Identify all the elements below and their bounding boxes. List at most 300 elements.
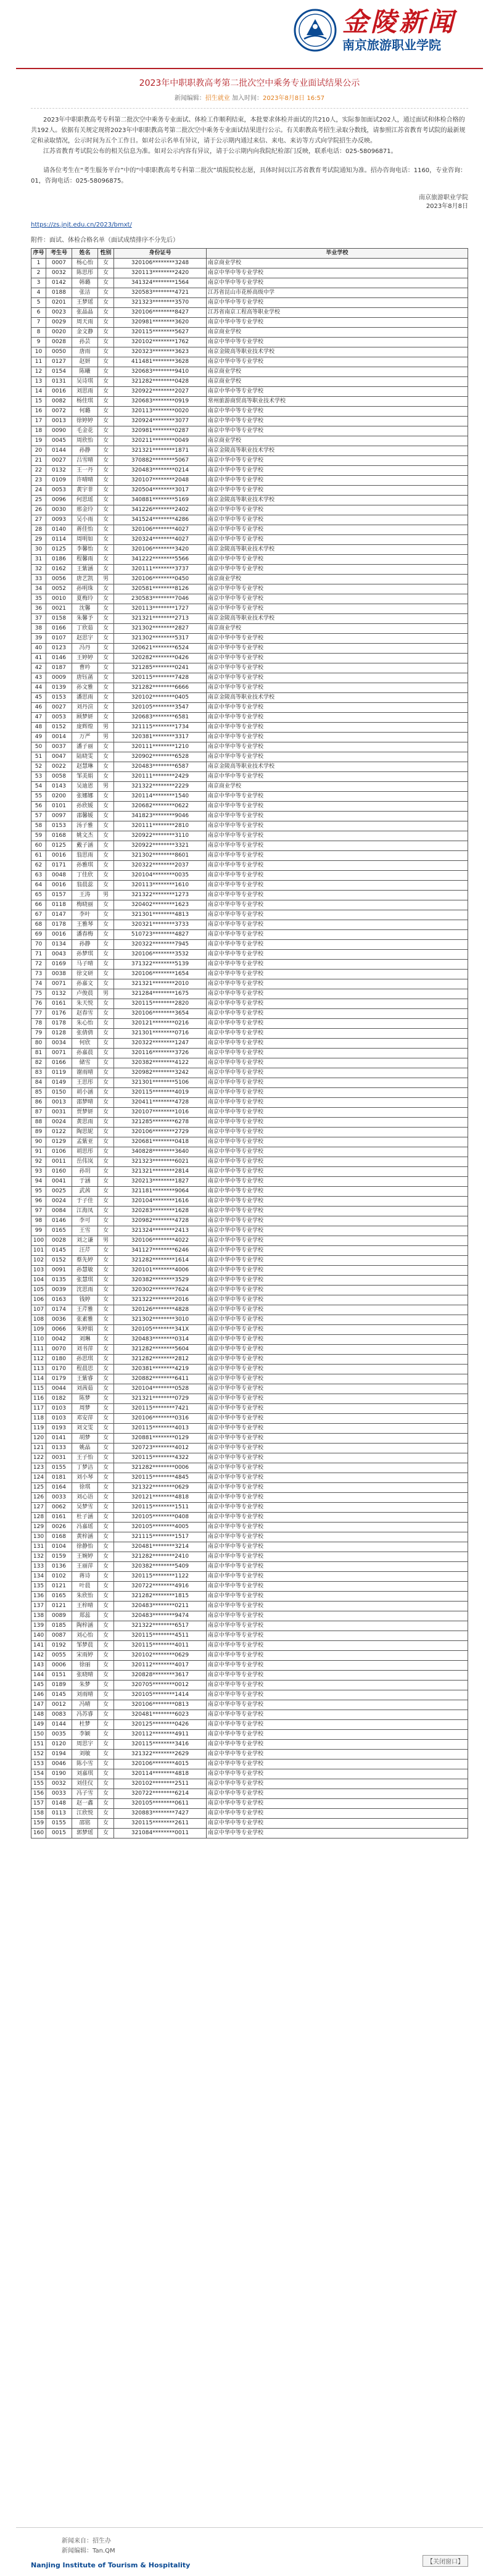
table-cell: 77 xyxy=(31,1009,46,1019)
table-row xyxy=(31,1681,468,1690)
table-cell: 南京中华中等专业学校 xyxy=(207,1068,468,1078)
table-cell: 321301********5106 xyxy=(114,1078,207,1088)
table-cell: 女 xyxy=(98,940,114,950)
table-cell: 0161 xyxy=(46,999,72,1009)
table-cell: 邓安萍 xyxy=(72,1414,98,1424)
table-cell: 0082 xyxy=(46,397,72,407)
table-cell: 160 xyxy=(31,1829,46,1839)
table-cell: 宋雨婷 xyxy=(72,1651,98,1661)
close-window-button[interactable]: 【关闭窗口】 xyxy=(423,2555,468,2567)
table-cell: 女 xyxy=(98,1710,114,1720)
table-cell: 女 xyxy=(98,436,114,446)
table-cell: 南京中华中等专业学校 xyxy=(207,357,468,367)
table-row xyxy=(31,693,468,703)
site-logo[interactable] xyxy=(293,7,456,53)
table-row xyxy=(31,1039,468,1049)
table-cell: 南京中华中等专业学校 xyxy=(207,1503,468,1513)
table-row xyxy=(31,426,468,436)
table-cell: 李颖 xyxy=(72,1730,98,1740)
table-cell: 320924********3077 xyxy=(114,417,207,426)
table-cell: 111 xyxy=(31,1345,46,1355)
table-row xyxy=(31,1651,468,1661)
table-row xyxy=(31,367,468,377)
table-cell: 庞辉煌 xyxy=(72,723,98,733)
table-cell: 321321********2010 xyxy=(114,979,207,989)
table-cell: 南京中华中等专业学校 xyxy=(207,1394,468,1404)
table-cell: 女 xyxy=(98,752,114,762)
table-cell: 105 xyxy=(31,1286,46,1295)
table-row xyxy=(31,1700,468,1710)
table-cell: 孙雅琪 xyxy=(72,861,98,871)
column-header: 性别 xyxy=(98,249,114,259)
table-cell: 南京中华中等专业学校 xyxy=(207,466,468,476)
table-cell: 女 xyxy=(98,367,114,377)
table-cell: 南京中华中等专业学校 xyxy=(207,802,468,812)
table-cell: 73 xyxy=(31,970,46,979)
table-cell: 320483********0314 xyxy=(114,1335,207,1345)
table-cell: 320114********1540 xyxy=(114,792,207,802)
table-cell: 南京中华中等专业学校 xyxy=(207,1315,468,1325)
table-cell: 女 xyxy=(98,1424,114,1434)
table-cell: 女 xyxy=(98,1365,114,1374)
table-row xyxy=(31,1819,468,1829)
table-cell: 吴诗琪 xyxy=(72,377,98,387)
table-cell: 女 xyxy=(98,476,114,486)
table-cell: 0053 xyxy=(46,713,72,723)
table-row xyxy=(31,584,468,594)
table-cell: 女 xyxy=(98,713,114,723)
table-cell: 56 xyxy=(31,802,46,812)
table-cell: 唐钰菡 xyxy=(72,673,98,683)
table-cell: 郭梦瑶 xyxy=(72,1829,98,1839)
table-row xyxy=(31,1690,468,1700)
table-cell: 男 xyxy=(98,575,114,584)
table-cell: 320324********4027 xyxy=(114,535,207,545)
table-cell: 147 xyxy=(31,1700,46,1710)
table-cell: 南京中华中等专业学校 xyxy=(207,1226,468,1236)
table-cell: 储雪 xyxy=(72,1058,98,1068)
table-cell: 320104********1616 xyxy=(114,1197,207,1207)
table-row xyxy=(31,1118,468,1128)
table-cell: 南京中华中等专业学校 xyxy=(207,910,468,920)
table-cell: 南京中华中等专业学校 xyxy=(207,1197,468,1207)
table-cell: 320211********0049 xyxy=(114,436,207,446)
table-cell: 何思瑶 xyxy=(72,496,98,505)
table-cell: 南京中华中等专业学校 xyxy=(207,960,468,970)
table-cell: 320323********3623 xyxy=(114,347,207,357)
table-cell: 159 xyxy=(31,1819,46,1829)
table-cell: 张娜娜 xyxy=(72,792,98,802)
table-cell: 320106********3654 xyxy=(114,1009,207,1019)
table-cell: 冯嘉瑶 xyxy=(72,1523,98,1532)
table-cell: 女 xyxy=(98,871,114,881)
table-cell: 0013 xyxy=(46,417,72,426)
article-title: 2023年中职职教高考第二批次空中乘务专业面试结果公示 xyxy=(139,78,360,88)
table-cell: 82 xyxy=(31,1058,46,1068)
table-cell: 南京中华中等专业学校 xyxy=(207,1246,468,1256)
table-cell: 0028 xyxy=(46,1236,72,1246)
table-cell: 江苏省南京工程高等职业学校 xyxy=(207,308,468,318)
table-cell: 女 xyxy=(98,1493,114,1503)
table-cell: 女 xyxy=(98,338,114,347)
table-cell: 0161 xyxy=(46,1513,72,1523)
table-row xyxy=(31,1671,468,1681)
table-cell: 南京中华中等专业学校 xyxy=(207,1424,468,1434)
table-row xyxy=(31,476,468,486)
table-cell: 南京中华中等专业学校 xyxy=(207,1809,468,1819)
table-cell: 0125 xyxy=(46,545,72,555)
table-cell: 0091 xyxy=(46,1266,72,1276)
table-cell: 南京中华中等专业学校 xyxy=(207,1177,468,1187)
table-cell: 张晶晶 xyxy=(72,308,98,318)
table-cell: 丁欣茹 xyxy=(72,624,98,634)
table-cell: 女 xyxy=(98,792,114,802)
table-cell: 97 xyxy=(31,1207,46,1216)
table-cell: 女 xyxy=(98,1276,114,1286)
table-cell: 0194 xyxy=(46,1750,72,1760)
table-cell: 0084 xyxy=(46,1207,72,1216)
table-cell: 女 xyxy=(98,1187,114,1197)
table-cell: 321282********0006 xyxy=(114,1463,207,1473)
table-cell: 姚文杰 xyxy=(72,831,98,841)
table-cell: 女 xyxy=(98,1671,114,1681)
table-cell: 0114 xyxy=(46,535,72,545)
table-cell: 0104 xyxy=(46,1542,72,1552)
table-cell: 321321********1871 xyxy=(114,446,207,456)
table-row xyxy=(31,417,468,426)
table-cell: 赵妍 xyxy=(72,357,98,367)
table-cell: 女 xyxy=(98,1049,114,1058)
table-cell: 刘敏 xyxy=(72,1750,98,1760)
table-cell: 南京中华中等专业学校 xyxy=(207,1779,468,1789)
table-row xyxy=(31,1611,468,1621)
table-row xyxy=(31,940,468,950)
table-cell: 121 xyxy=(31,1444,46,1453)
table-cell: 110 xyxy=(31,1335,46,1345)
table-cell: 夏梅玲 xyxy=(72,594,98,604)
table-cell: 女 xyxy=(98,535,114,545)
table-row xyxy=(31,594,468,604)
table-cell: 0048 xyxy=(46,871,72,881)
table-cell: 南京中华中等专业学校 xyxy=(207,604,468,614)
table-cell: 0155 xyxy=(46,1463,72,1473)
table-cell: 南京中华中等专业学校 xyxy=(207,584,468,594)
table-cell: 顾梦妍 xyxy=(72,713,98,723)
table-cell: 南京商业学校 xyxy=(207,782,468,792)
table-cell: 杜子涵 xyxy=(72,1513,98,1523)
table-cell: 29 xyxy=(31,535,46,545)
table-cell: 320113********1610 xyxy=(114,881,207,891)
table-row xyxy=(31,1542,468,1552)
table-cell: 南京中华中等专业学校 xyxy=(207,792,468,802)
table-cell: 曹吟 xyxy=(72,663,98,673)
table-cell: 南京中华中等专业学校 xyxy=(207,1187,468,1197)
table-cell: 341222********5566 xyxy=(114,555,207,565)
table-cell: 320115********2611 xyxy=(114,1819,207,1829)
table-cell: 120 xyxy=(31,1434,46,1444)
table-cell: 女 xyxy=(98,979,114,989)
table-row xyxy=(31,624,468,634)
table-row xyxy=(31,930,468,940)
table-cell: 341823********9046 xyxy=(114,812,207,821)
table-cell: 张倩倩 xyxy=(72,1029,98,1039)
table-cell: 0140 xyxy=(46,525,72,535)
school-emblem-icon xyxy=(293,8,337,52)
table-cell: 0168 xyxy=(46,1532,72,1542)
table-cell: 320114********4818 xyxy=(114,1769,207,1779)
table-cell: 33 xyxy=(31,575,46,584)
table-cell: 南京中华中等专业学校 xyxy=(207,999,468,1009)
table-cell: 南京中华中等专业学校 xyxy=(207,1365,468,1374)
table-cell: 13 xyxy=(31,377,46,387)
table-row xyxy=(31,634,468,644)
table-cell: 57 xyxy=(31,812,46,821)
table-cell: 91 xyxy=(31,1147,46,1157)
table-cell: 刘心语 xyxy=(72,1493,98,1503)
table-cell: 320381********4219 xyxy=(114,1365,207,1374)
table-cell: 南京中华中等专业学校 xyxy=(207,1700,468,1710)
table-cell: 马子晴 xyxy=(72,960,98,970)
table-cell: 340881********5169 xyxy=(114,496,207,505)
table-cell: 321301********0716 xyxy=(114,1029,207,1039)
table-cell: 南京中华中等专业学校 xyxy=(207,1295,468,1305)
table-row xyxy=(31,1355,468,1365)
header xyxy=(0,0,499,68)
table-cell: 南京中华中等专业学校 xyxy=(207,1118,468,1128)
table-cell: 130 xyxy=(31,1532,46,1542)
table-cell: 女 xyxy=(98,960,114,970)
table-cell: 南京金陵高等职业技术学校 xyxy=(207,614,468,624)
table-cell: 320483********0214 xyxy=(114,466,207,476)
table-cell: 女 xyxy=(98,1444,114,1453)
table-cell: 86 xyxy=(31,1098,46,1108)
footer-editor: 新闻编辑：Tan.QM xyxy=(62,2548,115,2554)
table-cell: 南京中华中等专业学校 xyxy=(207,1128,468,1137)
table-row xyxy=(31,1414,468,1424)
table-cell: 370882********5067 xyxy=(114,456,207,466)
meta-time: 2023年8月8日 16:57 xyxy=(263,95,325,102)
table-row xyxy=(31,683,468,693)
table-cell: 女 xyxy=(98,1789,114,1799)
table-cell: 南京中华中等专业学校 xyxy=(207,861,468,871)
table-row xyxy=(31,1404,468,1414)
table-row xyxy=(31,604,468,614)
table-cell: 63 xyxy=(31,871,46,881)
table-cell: 南京中华中等专业学校 xyxy=(207,1690,468,1700)
table-cell: 潘春梅 xyxy=(72,930,98,940)
table-cell: 0145 xyxy=(46,1690,72,1700)
table-cell: 孙梦琪 xyxy=(72,950,98,960)
table-cell: 0132 xyxy=(46,466,72,476)
table-cell: 刘心怡 xyxy=(72,1631,98,1641)
table-cell: 女 xyxy=(98,268,114,278)
table-cell: 118 xyxy=(31,1414,46,1424)
table-cell: 女 xyxy=(98,831,114,841)
table-cell: 320483********6587 xyxy=(114,762,207,772)
table-cell: 张慧琪 xyxy=(72,1276,98,1286)
table-cell: 女 xyxy=(98,1690,114,1700)
table-cell: 144 xyxy=(31,1671,46,1681)
table-cell: 女 xyxy=(98,1177,114,1187)
table-cell: 杨佳琪 xyxy=(72,397,98,407)
table-cell: 女 xyxy=(98,950,114,960)
table-cell: 南京金陵高等职业技术学校 xyxy=(207,347,468,357)
table-cell: 140 xyxy=(31,1631,46,1641)
table-cell: 0147 xyxy=(46,910,72,920)
table-cell: 赵春雪 xyxy=(72,1009,98,1019)
table-cell: 321282********0428 xyxy=(114,377,207,387)
table-cell: 南京中华中等专业学校 xyxy=(207,1592,468,1602)
table-cell: 南京中华中等专业学校 xyxy=(207,1049,468,1058)
table-cell: 103 xyxy=(31,1266,46,1276)
table-cell: 0128 xyxy=(46,1029,72,1039)
table-cell: 朱婷娟 xyxy=(72,1325,98,1335)
table-cell: 320722********4916 xyxy=(114,1582,207,1592)
table-cell: 0182 xyxy=(46,1394,72,1404)
table-cell: 89 xyxy=(31,1128,46,1137)
table-cell: 南京金陵高等职业技术学校 xyxy=(207,545,468,555)
attachment-label: 附件：面试、体检合格名单（面试成绩排序不分先后） xyxy=(31,237,179,244)
table-cell: 321323********3570 xyxy=(114,298,207,308)
table-cell: 128 xyxy=(31,1513,46,1523)
table-cell: 2 xyxy=(31,268,46,278)
table-cell: 320115********4011 xyxy=(114,1641,207,1651)
table-cell: 南京中华中等专业学校 xyxy=(207,970,468,979)
table-cell: 26 xyxy=(31,505,46,515)
table-cell: 女 xyxy=(98,1582,114,1592)
table-cell: 岳伟岚 xyxy=(72,1157,98,1167)
table-row xyxy=(31,268,468,278)
table-cell: 320111********3737 xyxy=(114,565,207,575)
table-cell: 320705********0012 xyxy=(114,1681,207,1690)
table-cell: 0143 xyxy=(46,782,72,792)
table-cell: 冯晴 xyxy=(72,1700,98,1710)
table-cell: 320982********3242 xyxy=(114,1068,207,1078)
table-cell: 320483********0211 xyxy=(114,1602,207,1611)
table-cell: 朱梦 xyxy=(72,1681,98,1690)
table-cell: 南京中华中等专业学校 xyxy=(207,772,468,782)
table-row xyxy=(31,979,468,989)
table-cell: 韩璐 xyxy=(72,278,98,288)
table-cell: 南京中华中等专业学校 xyxy=(207,881,468,891)
table-row xyxy=(31,1592,468,1602)
table-cell: 南京中华中等专业学校 xyxy=(207,812,468,821)
table-cell: 南京中华中等专业学校 xyxy=(207,654,468,663)
table-cell: 321302********3010 xyxy=(114,1315,207,1325)
table-row xyxy=(31,1137,468,1147)
table-cell: 南京中华中等专业学校 xyxy=(207,476,468,486)
table-row xyxy=(31,1019,468,1029)
table-cell: 22 xyxy=(31,466,46,476)
table-row xyxy=(31,1266,468,1276)
table-row xyxy=(31,1799,468,1809)
announcement-link[interactable]: https://zs.jnjt.edu.cn/2023/bmxt/ xyxy=(31,222,132,228)
table-cell: 0087 xyxy=(46,1631,72,1641)
table-row xyxy=(31,673,468,683)
table-cell: 0134 xyxy=(46,940,72,950)
table-cell: 321322********2016 xyxy=(114,1295,207,1305)
table-row xyxy=(31,1295,468,1305)
table-row xyxy=(31,1552,468,1562)
table-row xyxy=(31,407,468,417)
table-row xyxy=(31,1473,468,1483)
table-cell: 女 xyxy=(98,881,114,891)
table-cell: 85 xyxy=(31,1088,46,1098)
table-cell: 孙慧敏 xyxy=(72,1266,98,1276)
table-cell: 320106********0316 xyxy=(114,1414,207,1424)
table-cell: 南京中华中等专业学校 xyxy=(207,1523,468,1532)
table-cell: 52 xyxy=(31,762,46,772)
table-cell: 南京中华中等专业学校 xyxy=(207,950,468,960)
table-cell: 131 xyxy=(31,1542,46,1552)
table-row xyxy=(31,1483,468,1493)
table-cell: 0083 xyxy=(46,1710,72,1720)
table-row xyxy=(31,1809,468,1819)
table-cell: 女 xyxy=(98,1483,114,1493)
table-cell: 南京中华中等专业学校 xyxy=(207,338,468,347)
table-cell: 女 xyxy=(98,466,114,476)
table-cell: 321282********1614 xyxy=(114,1256,207,1266)
table-cell: 36 xyxy=(31,604,46,614)
table-cell: 女 xyxy=(98,1256,114,1266)
table-cell: 37 xyxy=(31,614,46,624)
table-cell: 0178 xyxy=(46,920,72,930)
table-cell: 女 xyxy=(98,1128,114,1137)
table-cell: 321285********0241 xyxy=(114,663,207,673)
table-cell: 黄宇菲 xyxy=(72,486,98,496)
table-row xyxy=(31,1365,468,1374)
table-cell: 女 xyxy=(98,703,114,713)
table-cell: 0200 xyxy=(46,792,72,802)
table-cell: 0178 xyxy=(46,1019,72,1029)
table-cell: 南京中华中等专业学校 xyxy=(207,930,468,940)
table-cell: 女 xyxy=(98,308,114,318)
table-cell: 320106********8427 xyxy=(114,308,207,318)
table-cell: 0089 xyxy=(46,1611,72,1621)
table-cell: 320106********3420 xyxy=(114,545,207,555)
table-row xyxy=(31,436,468,446)
table-cell: 320113********0020 xyxy=(114,407,207,417)
table-cell: 女 xyxy=(98,1226,114,1236)
table-row xyxy=(31,555,468,565)
table-cell: 女 xyxy=(98,1611,114,1621)
table-cell: 刘佳仪 xyxy=(72,1779,98,1789)
table-cell: 0121 xyxy=(46,1602,72,1611)
table-row xyxy=(31,654,468,663)
table-cell: 320382********5409 xyxy=(114,1562,207,1572)
table-row xyxy=(31,1246,468,1256)
table-row xyxy=(31,950,468,960)
table-cell: 南京中华中等专业学校 xyxy=(207,387,468,397)
table-cell: 0151 xyxy=(46,1671,72,1681)
table-row xyxy=(31,486,468,496)
table-cell: 女 xyxy=(98,1819,114,1829)
table-cell: 87 xyxy=(31,1108,46,1118)
table-cell: 女 xyxy=(98,1434,114,1444)
table-cell: 42 xyxy=(31,663,46,673)
table-cell: 吕雪晴 xyxy=(72,456,98,466)
table-cell: 南京中华中等专业学校 xyxy=(207,1760,468,1769)
table-cell: 南京金陵高等职业技术学校 xyxy=(207,693,468,703)
table-row xyxy=(31,1641,468,1651)
table-cell: 女 xyxy=(98,347,114,357)
table-cell: 84 xyxy=(31,1078,46,1088)
table-row xyxy=(31,1187,468,1197)
table-cell: 南京中华中等专业学校 xyxy=(207,1493,468,1503)
table-cell: 南京中华中等专业学校 xyxy=(207,1078,468,1088)
table-cell: 0162 xyxy=(46,565,72,575)
table-cell: 女 xyxy=(98,1532,114,1542)
